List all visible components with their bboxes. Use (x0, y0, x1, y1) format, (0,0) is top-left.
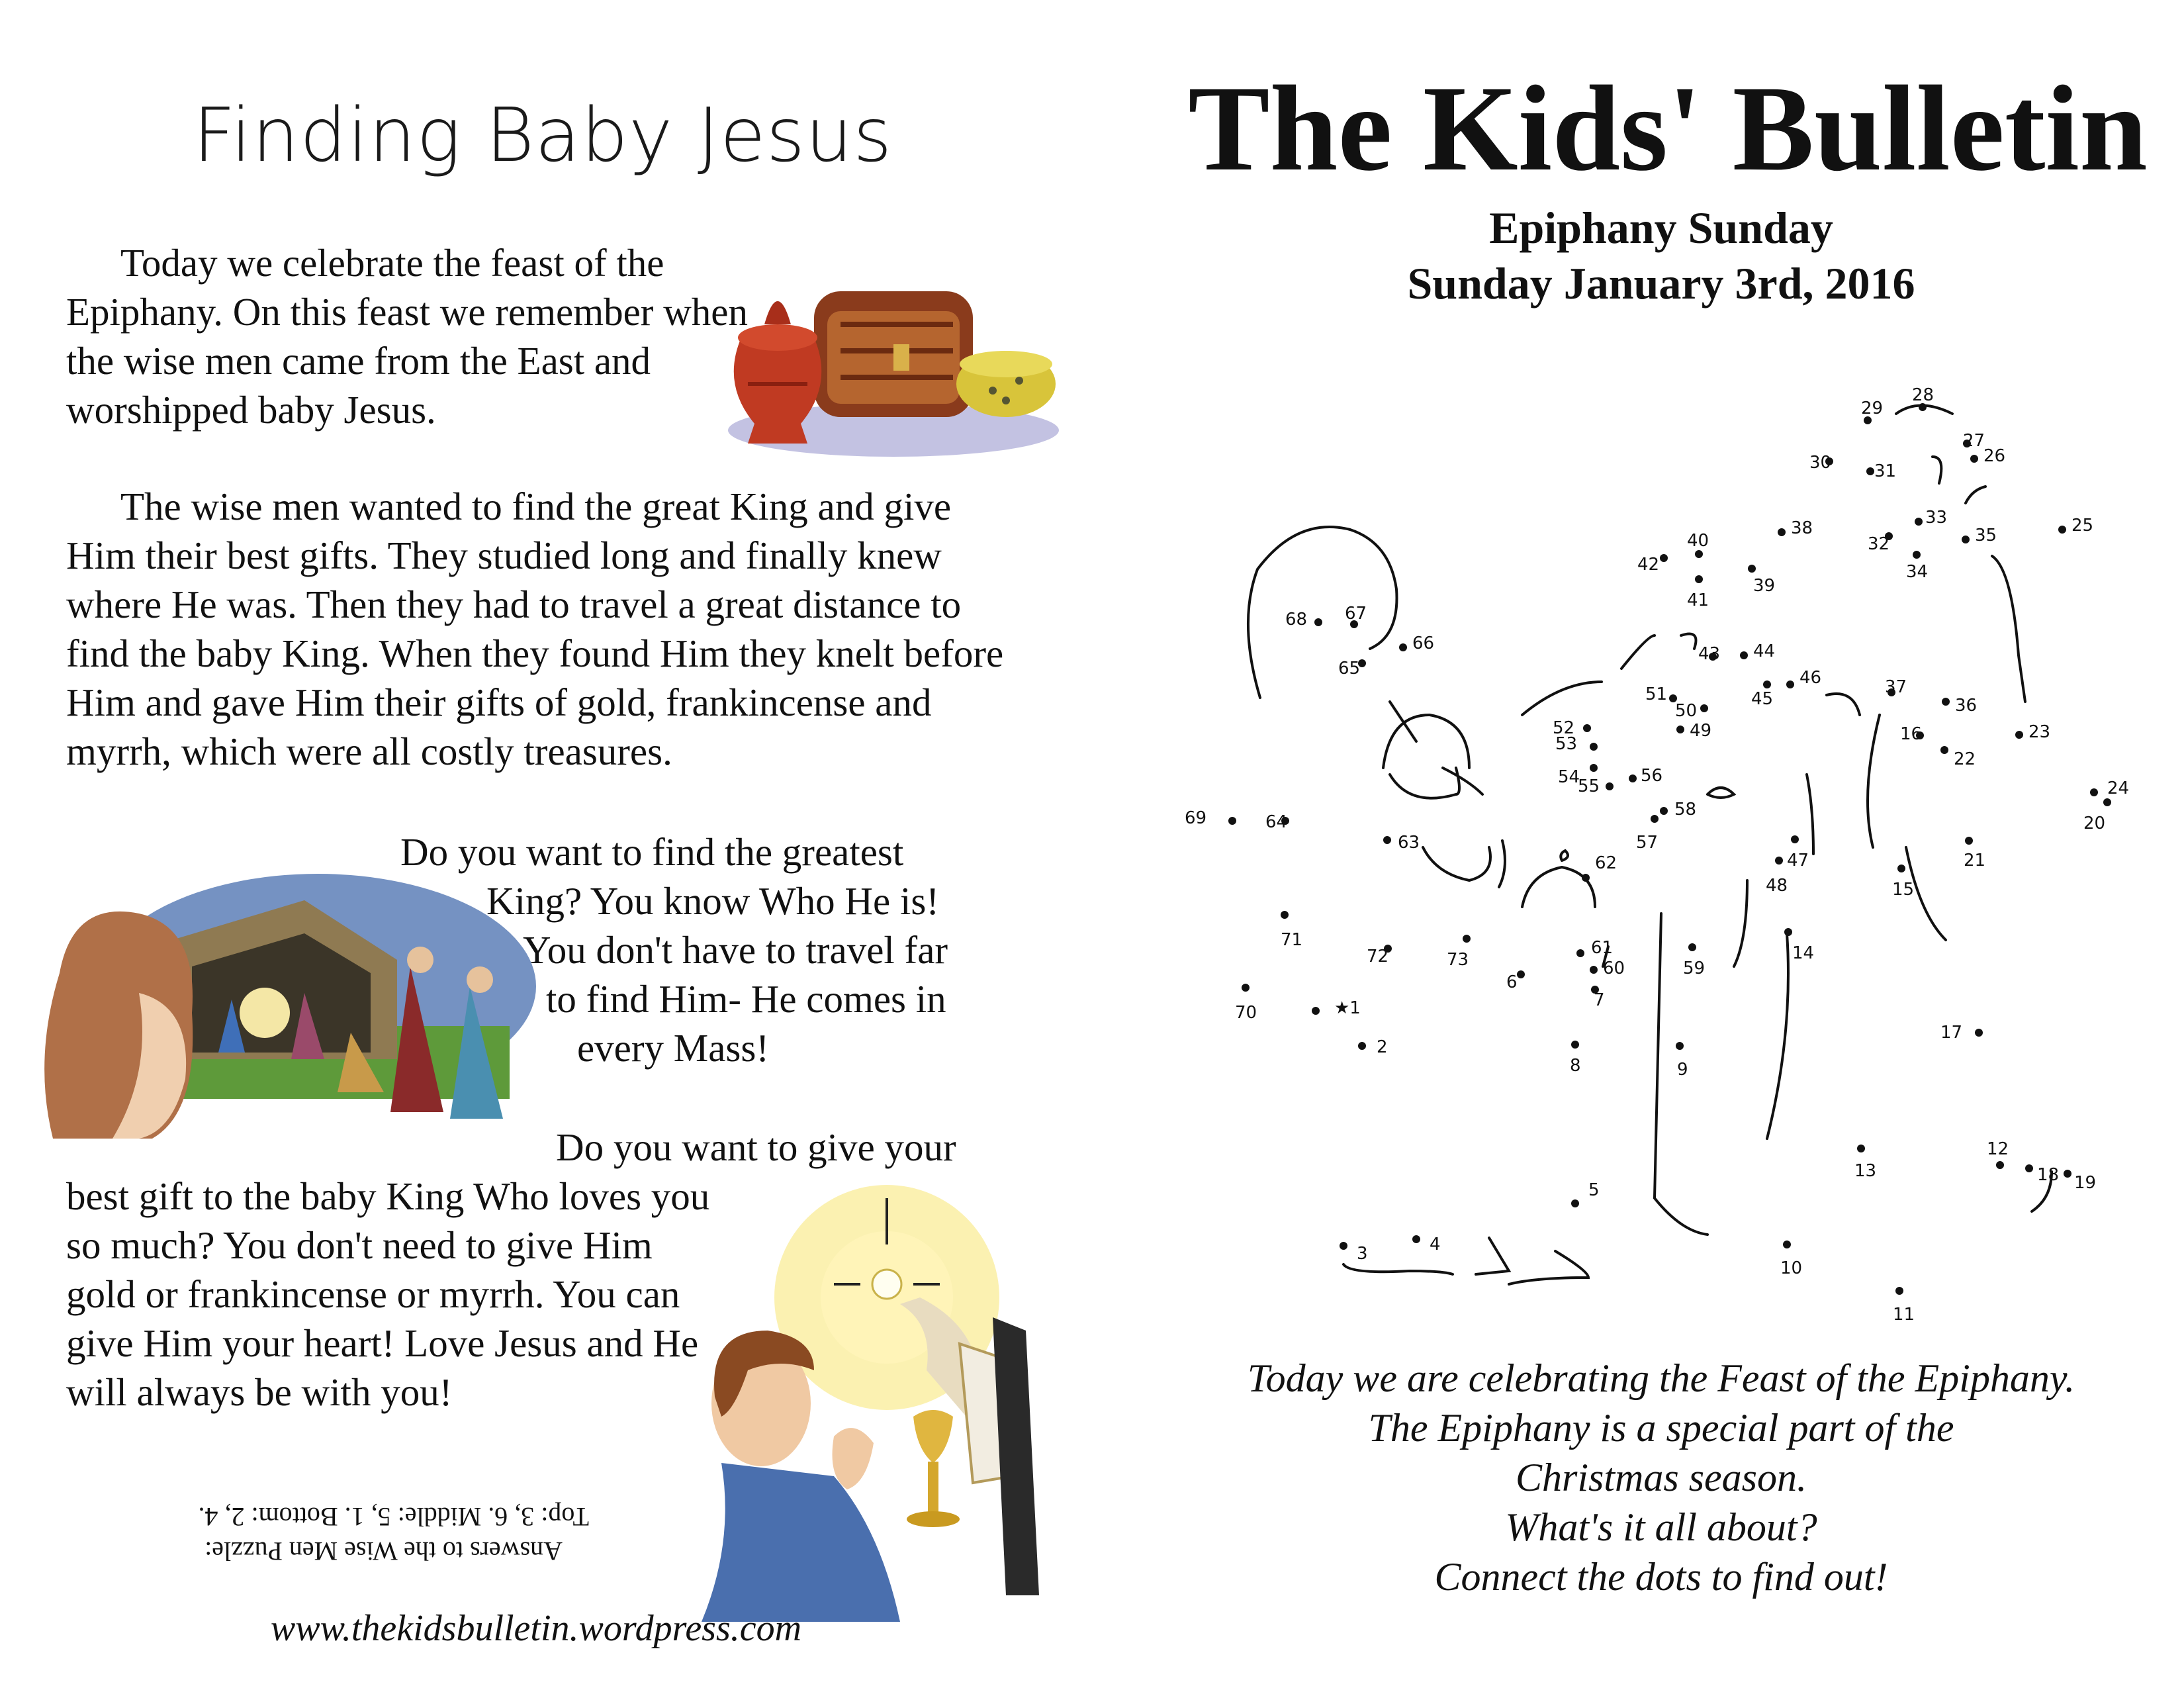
dot-number: 37 (1885, 677, 1907, 697)
dot-73 (1447, 935, 1471, 970)
dot-70 (1235, 984, 1257, 1023)
dot-20 (2083, 798, 2111, 833)
dot-number: 5 (1588, 1180, 1600, 1200)
dot-39 (1748, 565, 1775, 596)
dot-21 (1964, 837, 1985, 870)
dot-32 (1868, 532, 1893, 554)
dot-point (1940, 746, 1948, 754)
dot-number: 38 (1791, 518, 1813, 538)
dot-50 (1675, 701, 1708, 721)
text-line: to find Him- He comes in (546, 977, 946, 1021)
dot-point (1778, 528, 1786, 536)
dot-number: 15 (1892, 880, 1915, 900)
dot-number: 32 (1868, 534, 1890, 554)
dot-8 (1570, 1041, 1581, 1076)
dot-point (1700, 704, 1708, 712)
dot-number: 41 (1687, 590, 1709, 610)
dot-number: 69 (1185, 808, 1207, 828)
dot-point (1583, 724, 1591, 732)
puzzle-instructions (1152, 1354, 2171, 1602)
dot-number: 33 (1925, 508, 1948, 528)
dot-point (1358, 1042, 1366, 1050)
dot-point (1676, 726, 1684, 733)
dot-number: 47 (1787, 851, 1809, 870)
dot-61 (1576, 938, 1613, 958)
dot-68 (1285, 610, 1322, 630)
dot-63 (1383, 833, 1420, 853)
dot-35 (1962, 526, 1997, 545)
dot-71 (1281, 911, 1302, 950)
dot-point (1913, 551, 1921, 559)
dot-number: 17 (1940, 1023, 1963, 1043)
dot-number: 28 (1912, 385, 1934, 405)
text-line: Do you want to find the greatest (400, 830, 904, 874)
text-line: every Mass! (577, 1026, 769, 1070)
dot-16 (1900, 724, 1924, 744)
dot-point (1975, 1029, 1983, 1037)
hand-line (1707, 788, 1734, 798)
dot-40 (1687, 531, 1709, 558)
dot-point (2058, 526, 2066, 534)
dot-10 (1780, 1241, 1802, 1278)
king-back-line (1992, 556, 2025, 702)
dot-48 (1766, 857, 1788, 896)
dot-number: 9 (1677, 1060, 1688, 1080)
dot-27 (1963, 431, 1985, 451)
dot-point (1590, 743, 1598, 751)
dot-point (1582, 874, 1590, 882)
dot-4 (1412, 1235, 1441, 1254)
dot-number: 12 (1987, 1139, 2009, 1159)
king-arm-line (1734, 880, 1747, 966)
dot-number: 45 (1751, 689, 1774, 709)
dot-point (1660, 807, 1668, 815)
dot-number: 4 (1430, 1235, 1441, 1254)
page-title-left: Finding Baby Jesus (193, 93, 893, 179)
dot-number: 19 (2074, 1173, 2097, 1193)
child-halo-line (1383, 715, 1469, 768)
dot-point (1695, 575, 1703, 583)
king-cloak-line (1767, 933, 1788, 1139)
dot-point (2103, 798, 2111, 806)
dot-point (1463, 935, 1471, 943)
dot-point (2064, 1170, 2071, 1178)
dot-point (1571, 1199, 1579, 1207)
dot-point (1576, 949, 1584, 957)
dot-number: 66 (1412, 633, 1435, 653)
dot-point (1783, 1241, 1791, 1248)
dot-point (1312, 1007, 1320, 1015)
robe-fold-line (1807, 774, 1813, 854)
dot-point (1629, 774, 1637, 782)
dot-59 (1683, 943, 1705, 978)
dot-60 (1590, 959, 1625, 978)
dot-41 (1687, 575, 1709, 610)
dot-22 (1940, 746, 1976, 769)
dot-24 (2090, 778, 2129, 798)
dot-56 (1629, 766, 1662, 786)
instruction-line: The Epiphany is a special part of the (1368, 1406, 1954, 1450)
dot-17 (1940, 1023, 1983, 1043)
dot-number: 46 (1799, 668, 1822, 688)
dot-33 (1915, 508, 1947, 528)
dot-point (1383, 836, 1391, 844)
dot-number: 23 (2028, 722, 2051, 742)
dot-11 (1893, 1287, 1915, 1325)
dot-number: 50 (1675, 701, 1698, 721)
dot-number: 22 (1954, 749, 1976, 769)
dot-point (1281, 911, 1289, 919)
dot-point (1517, 970, 1525, 978)
dot-12 (1987, 1139, 2009, 1169)
dot-point (1786, 680, 1794, 688)
dot-67 (1345, 604, 1367, 628)
dot-point (2015, 731, 2023, 739)
kneeling-robe-line (1509, 1251, 1588, 1284)
dot-58 (1660, 800, 1696, 820)
dot-number: 65 (1338, 659, 1361, 679)
dot-point (1996, 1161, 2004, 1169)
dot-number: 54 (1558, 767, 1580, 787)
wise-men-gifts-illustration (695, 265, 1052, 470)
dot-37 (1885, 677, 1907, 697)
dot-number: 42 (1637, 555, 1660, 575)
dot-number: 51 (1645, 684, 1668, 704)
dot-number: 68 (1285, 610, 1308, 630)
dot-point (1740, 651, 1748, 659)
dot-number: 30 (1809, 453, 1832, 473)
dot-18 (2025, 1164, 2059, 1185)
dot-point (1748, 565, 1756, 573)
dot-number: 59 (1683, 959, 1706, 978)
dot-57 (1636, 815, 1659, 853)
kneeling-foot-line (1343, 1264, 1453, 1274)
dot-9 (1676, 1042, 1688, 1080)
dot-number: 6 (1506, 972, 1518, 992)
instruction-line: What's it all about? (1505, 1505, 1817, 1549)
dot-number: 20 (2083, 814, 2106, 833)
dot-19 (2064, 1170, 2096, 1193)
dot-number: 70 (1235, 1003, 1257, 1023)
dot-5 (1571, 1180, 1600, 1207)
subtitle-date: Sunday January 3rd, 2016 (1407, 258, 1915, 308)
dot-number: 48 (1766, 876, 1788, 896)
dot-34 (1906, 551, 1928, 582)
dot-number: 44 (1753, 641, 1776, 661)
text-line: King? You know Who He is! (486, 879, 939, 923)
dot-point (1590, 966, 1598, 974)
dot-point (1660, 554, 1668, 562)
dot-number: 40 (1687, 531, 1709, 551)
dot-number: 67 (1345, 604, 1367, 624)
dot-number: 43 (1698, 644, 1721, 664)
dot-number: 58 (1674, 800, 1697, 820)
dot-number: 18 (2037, 1165, 2060, 1185)
shoulder-line (1621, 635, 1655, 669)
dot-31 (1866, 461, 1896, 481)
dot-number: 52 (1553, 718, 1575, 738)
dot-number: 61 (1591, 938, 1614, 958)
dot-number: 27 (1963, 431, 1985, 451)
instruction-line: Christmas season. (1515, 1456, 1807, 1499)
back-line (1522, 682, 1602, 715)
dot-number: 60 (1603, 959, 1625, 978)
dot-number: 72 (1367, 947, 1389, 966)
dot-3 (1340, 1242, 1368, 1264)
dot-51 (1645, 684, 1677, 704)
dot-number: 53 (1555, 734, 1578, 754)
dot-point (1242, 984, 1250, 992)
dot-1 (1312, 998, 1361, 1018)
dot-point (1688, 943, 1696, 951)
dot-number: 13 (1854, 1161, 1877, 1181)
page-title-right: The Kids' Bulletin (1188, 61, 2148, 197)
dot-number: 7 (1594, 990, 1605, 1010)
paragraph-best-gift: best gift to the baby King Who loves you so much? You don't need to give Him gold or frankincense or myrrh. You can give Him your heart! Love Jesus and He will always be with you! (66, 1174, 710, 1414)
dot-number: 56 (1641, 766, 1663, 786)
king-head-line (1827, 694, 1860, 715)
dot-29 (1861, 399, 1883, 424)
subtitle-occasion: Epiphany Sunday (1489, 203, 1833, 253)
dot-66 (1399, 633, 1434, 653)
dot-number: 25 (2071, 516, 2094, 536)
dot-point (1669, 694, 1677, 702)
dot-62 (1582, 853, 1617, 882)
instruction-line: Today we are celebrating the Feast of the Epiphany. (1247, 1356, 2075, 1400)
dot-point (1791, 835, 1799, 843)
dot-23 (2015, 722, 2050, 742)
answers-values: Top: 3, 6. Middle: 5, 1. Bottom: 2, 4. (198, 1502, 589, 1532)
website-link[interactable]: www.thekidsbulletin.wordpress.com (270, 1608, 802, 1649)
dot-number: 24 (2107, 778, 2130, 798)
dot-55 (1578, 776, 1614, 796)
communion-illustration (682, 1198, 1052, 1622)
dot-point (1676, 1042, 1684, 1050)
dot-69 (1185, 808, 1236, 828)
text-line: You don't have to travel far (523, 928, 948, 972)
dot-7 (1591, 986, 1605, 1010)
dot-46 (1786, 668, 1821, 688)
dot-point (1651, 815, 1659, 823)
dot-43 (1698, 644, 1720, 664)
dot-53 (1555, 734, 1598, 754)
crown-line (1933, 457, 1941, 483)
dot-point (1895, 1287, 1903, 1295)
dot-49 (1676, 721, 1711, 741)
dot-30 (1809, 453, 1833, 473)
gift-line-a (1499, 841, 1505, 887)
child-arm-line (1443, 768, 1482, 794)
dot-47 (1787, 835, 1809, 870)
dot-38 (1778, 518, 1813, 538)
dot-number: 3 (1357, 1244, 1368, 1264)
dot-2 (1358, 1037, 1388, 1057)
dot-point (1866, 467, 1874, 475)
dot-point (1571, 1041, 1579, 1049)
mary-robe-line (1423, 847, 1490, 880)
mary-halo-line (1248, 527, 1397, 698)
dot-72 (1367, 945, 1392, 966)
dot-number: 14 (1792, 943, 1815, 963)
dot-point (1763, 680, 1771, 688)
dot-number: 73 (1447, 950, 1469, 970)
dot-point (1314, 618, 1322, 626)
kneeling-knee-line (1476, 1238, 1509, 1274)
dot-number: 36 (1955, 696, 1978, 716)
dot-number: 34 (1906, 562, 1929, 582)
dot-number: 71 (1281, 930, 1303, 950)
dot-6 (1506, 970, 1525, 992)
dot-25 (2058, 516, 2093, 536)
dot-point (1857, 1145, 1865, 1152)
dot-44 (1740, 641, 1775, 661)
dot-point (1965, 837, 1973, 845)
face-line (1681, 634, 1696, 649)
paragraph-best-gift-first-line: Do you want to give your (556, 1125, 956, 1169)
dot-number: 57 (1636, 833, 1659, 853)
dot-36 (1942, 696, 1977, 716)
dot-number: 55 (1578, 776, 1600, 796)
dot-number: 26 (1983, 446, 2006, 466)
paragraph-find-the-king (400, 827, 1036, 1072)
answers-upside-down (99, 1499, 589, 1568)
dot-number: ★1 (1334, 998, 1361, 1018)
crown-line-b (1966, 487, 1985, 503)
dot-point (1897, 865, 1905, 872)
dot-number: 11 (1893, 1305, 1915, 1325)
dot-point (1606, 782, 1614, 790)
dot-number: 8 (1570, 1056, 1581, 1076)
dot-point (1915, 518, 1923, 526)
gift-lid-line (1561, 851, 1568, 861)
dot-45 (1751, 680, 1773, 709)
dot-point (1590, 764, 1598, 772)
dot-point (1228, 817, 1236, 825)
dot-number: 29 (1861, 399, 1884, 418)
answers-heading: Answers to the Wise Men Puzzle: (205, 1536, 563, 1566)
dot-point (1340, 1242, 1347, 1250)
paragraph-epiphany-intro: Today we celebrate the feast of the Epiphany. On this feast we remember when the wise men came from the East and worshipped baby Jesus. (66, 241, 748, 432)
subtitle (1152, 200, 2171, 311)
dot-number: 31 (1874, 461, 1897, 481)
dot-number: 63 (1398, 833, 1420, 853)
dot-point (2025, 1164, 2033, 1172)
standing-king-back-line (1868, 715, 1880, 847)
dot-number: 39 (1753, 576, 1776, 596)
dot-number: 35 (1975, 526, 1997, 545)
instruction-line: Connect the dots to find out! (1434, 1555, 1888, 1599)
dot-number: 21 (1964, 851, 1986, 870)
dot-point (1775, 857, 1783, 865)
dot-number: 16 (1900, 724, 1923, 744)
dot-42 (1637, 554, 1668, 575)
dot-point (1962, 536, 1970, 543)
dot-point (1970, 455, 1978, 463)
dot-point (2090, 788, 2098, 796)
dot-point (1412, 1235, 1420, 1243)
dot-point (1399, 643, 1407, 651)
dot-65 (1338, 659, 1366, 679)
dot-point (1784, 928, 1792, 936)
dot-number: 64 (1265, 812, 1288, 832)
dot-13 (1854, 1145, 1876, 1181)
paragraph-wise-men-journey: The wise men wanted to find the great King and give Him their best gifts. They studied long and finally knew where He was. Then they had to travel a great distance to find the baby King. When they found Him they knelt before Him and gave Him their gifts of gold, frankincense and myrrh, which were all costly treasures. (66, 485, 1004, 773)
dot-number: 49 (1690, 721, 1712, 741)
dot-point (1695, 550, 1703, 558)
dot-point (1942, 698, 1950, 706)
connect-the-dots-puzzle (1185, 371, 2130, 1337)
dot-64 (1265, 812, 1289, 832)
dot-number: 2 (1377, 1037, 1388, 1057)
dot-number: 10 (1780, 1258, 1803, 1278)
dot-number: 62 (1595, 853, 1617, 873)
gift-bowl-line (1522, 867, 1595, 907)
